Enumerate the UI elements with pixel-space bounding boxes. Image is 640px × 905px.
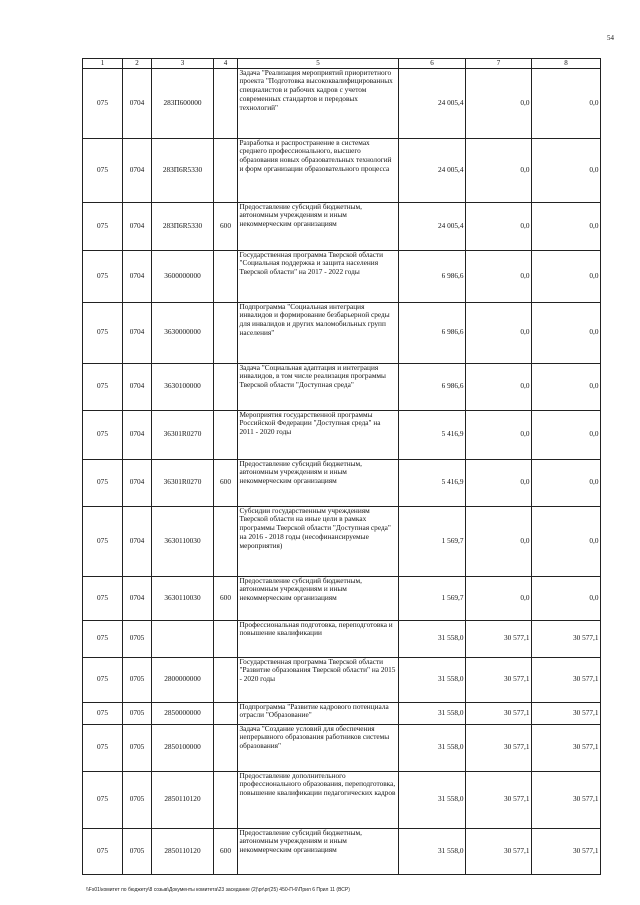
cell-amount-year3: 30 577,1 (532, 620, 601, 657)
cell-amount-year2: 0,0 (466, 68, 532, 138)
cell-expense-type (214, 657, 238, 702)
cell-amount-year2: 30 577,1 (466, 771, 532, 828)
cell-target-article: 283П600000 (152, 68, 214, 138)
budget-table (82, 58, 601, 875)
cell-expense-type (214, 410, 238, 459)
cell-section-code: 0704 (123, 68, 152, 138)
cell-section-code: 0704 (123, 138, 152, 202)
cell-amount-year1: 31 558,0 (399, 657, 466, 702)
table-row (83, 702, 601, 724)
cell-amount-year3: 30 577,1 (532, 702, 601, 724)
table-row (83, 250, 601, 302)
cell-section-code: 0704 (123, 506, 152, 576)
cell-ministry-code: 075 (83, 410, 123, 459)
cell-amount-year3: 0,0 (532, 363, 601, 410)
cell-description: Предоставление дополнительного профессионального образования, переподготовка, повышение квалификации педагогических кадров (238, 771, 399, 828)
table-row (83, 828, 601, 874)
cell-ministry-code: 075 (83, 702, 123, 724)
cell-description: Предоставление субсидий бюджетным, автономным учреждениям и иным некоммерческим организациям (238, 459, 399, 506)
column-header: 7 (466, 59, 532, 69)
cell-amount-year2: 30 577,1 (466, 657, 532, 702)
cell-amount-year1: 1 569,7 (399, 506, 466, 576)
cell-amount-year1: 1 569,7 (399, 576, 466, 620)
cell-target-article: 36301R0270 (152, 459, 214, 506)
cell-description: Профессиональная подготовка, переподготовка и повышение квалификации (238, 620, 399, 657)
cell-amount-year3: 0,0 (532, 576, 601, 620)
cell-amount-year1: 31 558,0 (399, 771, 466, 828)
cell-expense-type (214, 302, 238, 363)
cell-description: Субсидии государственным учреждениям Тверской области на иные цели в рамках программы Тверской области "Доступная среда" на 2016 - 2018 годы (несофинансируемые мероприятия) (238, 506, 399, 576)
cell-amount-year1: 24 005,4 (399, 138, 466, 202)
table-row (83, 202, 601, 250)
cell-amount-year2: 0,0 (466, 302, 532, 363)
cell-ministry-code: 075 (83, 828, 123, 874)
cell-ministry-code: 075 (83, 250, 123, 302)
column-number-row (83, 59, 601, 69)
cell-amount-year3: 0,0 (532, 250, 601, 302)
cell-amount-year3: 0,0 (532, 202, 601, 250)
cell-amount-year2: 0,0 (466, 576, 532, 620)
cell-amount-year1: 24 005,4 (399, 68, 466, 138)
cell-target-article: 2850000000 (152, 702, 214, 724)
column-header: 8 (532, 59, 601, 69)
table-row (83, 363, 601, 410)
cell-section-code: 0705 (123, 657, 152, 702)
cell-target-article: 283П6R5330 (152, 202, 214, 250)
cell-description: Мероприятия государственной программы Российской Федерации "Доступная среда" на 2011 - 2020 годы (238, 410, 399, 459)
cell-amount-year1: 31 558,0 (399, 724, 466, 771)
cell-amount-year3: 30 577,1 (532, 828, 601, 874)
cell-expense-type: 600 (214, 202, 238, 250)
table-row (83, 771, 601, 828)
cell-expense-type (214, 250, 238, 302)
cell-ministry-code: 075 (83, 459, 123, 506)
cell-expense-type (214, 138, 238, 202)
cell-expense-type (214, 506, 238, 576)
cell-description: Подпрограмма "Развитие кадрового потенциала отрасли "Образование" (238, 702, 399, 724)
cell-amount-year2: 0,0 (466, 410, 532, 459)
cell-section-code: 0704 (123, 363, 152, 410)
cell-expense-type (214, 68, 238, 138)
cell-expense-type: 600 (214, 459, 238, 506)
cell-ministry-code: 075 (83, 202, 123, 250)
cell-amount-year2: 30 577,1 (466, 702, 532, 724)
cell-section-code: 0704 (123, 250, 152, 302)
cell-target-article: 3630110030 (152, 506, 214, 576)
cell-amount-year2: 0,0 (466, 459, 532, 506)
table-row (83, 410, 601, 459)
cell-section-code: 0704 (123, 410, 152, 459)
cell-expense-type: 600 (214, 828, 238, 874)
cell-description: Государственная программа Тверской области "Развитие образования Тверской области" на 2015 - 2020 годы (238, 657, 399, 702)
cell-ministry-code: 075 (83, 68, 123, 138)
cell-amount-year3: 30 577,1 (532, 771, 601, 828)
cell-description: Предоставление субсидий бюджетным, автономным учреждениям и иным некоммерческим организациям (238, 202, 399, 250)
cell-ministry-code: 075 (83, 363, 123, 410)
cell-amount-year1: 24 005,4 (399, 202, 466, 250)
cell-description: Задача "Реализация мероприятий приоритетного проекта "Подготовка высококвалифицированных специалистов и рабочих кадров с учетом современных стандартов и передовых технологий" (238, 68, 399, 138)
cell-ministry-code: 075 (83, 576, 123, 620)
cell-target-article (152, 620, 214, 657)
page-number: 54 (607, 34, 614, 42)
cell-description: Задача "Создание условий для обеспечения непрерывного образования работников системы образования" (238, 724, 399, 771)
cell-description: Задача "Социальная адаптация и интеграция инвалидов, в том числе реализация программы Тверской области "Доступная среда" (238, 363, 399, 410)
cell-amount-year2: 30 577,1 (466, 724, 532, 771)
cell-ministry-code: 075 (83, 620, 123, 657)
cell-section-code: 0705 (123, 724, 152, 771)
cell-target-article: 36301R0270 (152, 410, 214, 459)
table-row (83, 459, 601, 506)
cell-amount-year3: 0,0 (532, 68, 601, 138)
column-header: 6 (399, 59, 466, 69)
cell-amount-year1: 31 558,0 (399, 620, 466, 657)
file-path-footer: \\Fs01\комитет по бюджету\8 созыв\Документы комитета\23 заседание (2)\pr\pr(25) 450-П-6\Прил 6 Прил 11 (ВСР) (86, 887, 350, 893)
cell-target-article: 2800000000 (152, 657, 214, 702)
cell-expense-type (214, 724, 238, 771)
cell-ministry-code: 075 (83, 302, 123, 363)
column-header: 5 (238, 59, 399, 69)
cell-amount-year1: 5 416,9 (399, 410, 466, 459)
cell-target-article: 3630110030 (152, 576, 214, 620)
cell-amount-year3: 0,0 (532, 459, 601, 506)
cell-amount-year3: 30 577,1 (532, 657, 601, 702)
cell-section-code: 0704 (123, 459, 152, 506)
column-header: 2 (123, 59, 152, 69)
cell-description: Государственная программа Тверской области "Социальная поддержка и защита населения Тверской области" на 2017 - 2022 годы (238, 250, 399, 302)
cell-ministry-code: 075 (83, 657, 123, 702)
cell-description: Предоставление субсидий бюджетным, автономным учреждениям и иным некоммерческим организациям (238, 576, 399, 620)
table-row (83, 302, 601, 363)
cell-description: Подпрограмма "Социальная интеграция инвалидов и формирование безбарьерной среды для инвалидов и других маломобильных групп населения" (238, 302, 399, 363)
cell-description: Разработка и распространение в системах среднего профессионального, высшего образования новых образовательных технологий и форм организации образовательного процесса (238, 138, 399, 202)
cell-ministry-code: 075 (83, 724, 123, 771)
cell-target-article: 3630100000 (152, 363, 214, 410)
cell-amount-year2: 0,0 (466, 363, 532, 410)
cell-section-code: 0705 (123, 771, 152, 828)
cell-target-article: 3630000000 (152, 302, 214, 363)
cell-description: Предоставление субсидий бюджетным, автономным учреждениям и иным некоммерческим организациям (238, 828, 399, 874)
cell-amount-year1: 6 986,6 (399, 363, 466, 410)
cell-ministry-code: 075 (83, 771, 123, 828)
cell-amount-year3: 0,0 (532, 410, 601, 459)
cell-expense-type: 600 (214, 576, 238, 620)
table-body (83, 68, 601, 874)
cell-target-article: 2850100000 (152, 724, 214, 771)
cell-section-code: 0705 (123, 702, 152, 724)
cell-amount-year3: 0,0 (532, 138, 601, 202)
cell-amount-year2: 30 577,1 (466, 620, 532, 657)
cell-target-article: 283П6R5330 (152, 138, 214, 202)
cell-target-article: 2850110120 (152, 828, 214, 874)
table-row (83, 506, 601, 576)
cell-expense-type (214, 363, 238, 410)
cell-amount-year1: 6 986,6 (399, 302, 466, 363)
cell-amount-year1: 31 558,0 (399, 702, 466, 724)
cell-target-article: 3600000000 (152, 250, 214, 302)
cell-expense-type (214, 620, 238, 657)
cell-amount-year3: 0,0 (532, 506, 601, 576)
cell-amount-year3: 30 577,1 (532, 724, 601, 771)
cell-amount-year1: 6 986,6 (399, 250, 466, 302)
cell-amount-year2: 0,0 (466, 250, 532, 302)
table-row (83, 657, 601, 702)
cell-ministry-code: 075 (83, 138, 123, 202)
column-header: 1 (83, 59, 123, 69)
cell-amount-year2: 0,0 (466, 138, 532, 202)
cell-expense-type (214, 771, 238, 828)
cell-section-code: 0704 (123, 302, 152, 363)
table-row (83, 68, 601, 138)
column-header: 3 (152, 59, 214, 69)
cell-amount-year2: 30 577,1 (466, 828, 532, 874)
table-row (83, 138, 601, 202)
table-row (83, 724, 601, 771)
cell-section-code: 0704 (123, 576, 152, 620)
cell-amount-year1: 5 416,9 (399, 459, 466, 506)
cell-expense-type (214, 702, 238, 724)
table-row (83, 620, 601, 657)
cell-amount-year2: 0,0 (466, 506, 532, 576)
cell-section-code: 0705 (123, 620, 152, 657)
cell-section-code: 0705 (123, 828, 152, 874)
table-row (83, 576, 601, 620)
cell-section-code: 0704 (123, 202, 152, 250)
cell-ministry-code: 075 (83, 506, 123, 576)
cell-amount-year2: 0,0 (466, 202, 532, 250)
cell-amount-year1: 31 558,0 (399, 828, 466, 874)
cell-amount-year3: 0,0 (532, 302, 601, 363)
cell-target-article: 2850110120 (152, 771, 214, 828)
column-header: 4 (214, 59, 238, 69)
